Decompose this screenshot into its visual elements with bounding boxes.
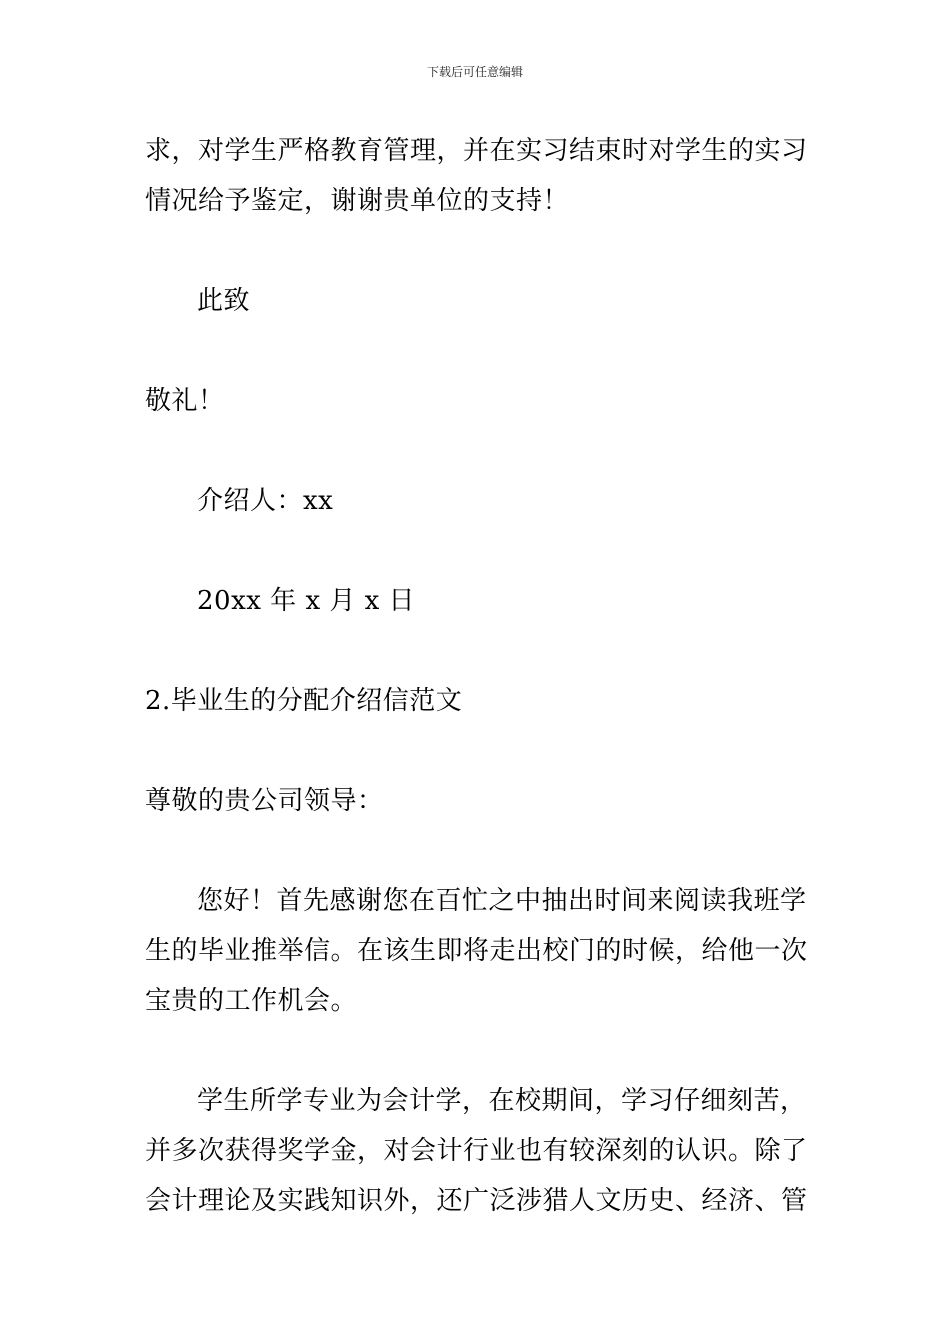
- closing-ci-zhi: 此致: [197, 286, 251, 316]
- document-body: [145, 126, 808, 1226]
- salutation: 尊敬的贵公司领导：: [145, 786, 384, 816]
- section-title: 2.毕业生的分配介绍信范文: [145, 686, 463, 716]
- paragraph-2-line-2: 生的毕业推举信。在该生即将走出校门的时候，给他一次: [145, 936, 808, 966]
- paragraph-2-line-3: 宝贵的工作机会。: [145, 986, 358, 1016]
- closing-jing-li: 敬礼！: [145, 386, 225, 416]
- date-line: 20xx 年 x 月 x 日: [197, 586, 416, 616]
- paragraph-1-line-1: 求，对学生严格教育管理，并在实习结束时对学生的实习: [145, 136, 808, 166]
- page-header-note: 下载后可任意编辑: [426, 65, 523, 79]
- paragraph-3-line-2: 并多次获得奖学金，对会计行业也有较深刻的认识。除了: [145, 1136, 808, 1166]
- introducer-line: 介绍人：xx: [197, 486, 334, 516]
- paragraph-1-line-2: 情况给予鉴定，谢谢贵单位的支持！: [145, 186, 570, 216]
- paragraph-3-line-3: 会计理论及实践知识外，还广泛涉猎人文历史、经济、管: [145, 1186, 808, 1216]
- paragraph-2-line-1: 您好！首先感谢您在百忙之中抽出时间来阅读我班学: [197, 886, 807, 916]
- paragraph-3-line-1: 学生所学专业为会计学，在校期间，学习仔细刻苦，: [197, 1086, 807, 1116]
